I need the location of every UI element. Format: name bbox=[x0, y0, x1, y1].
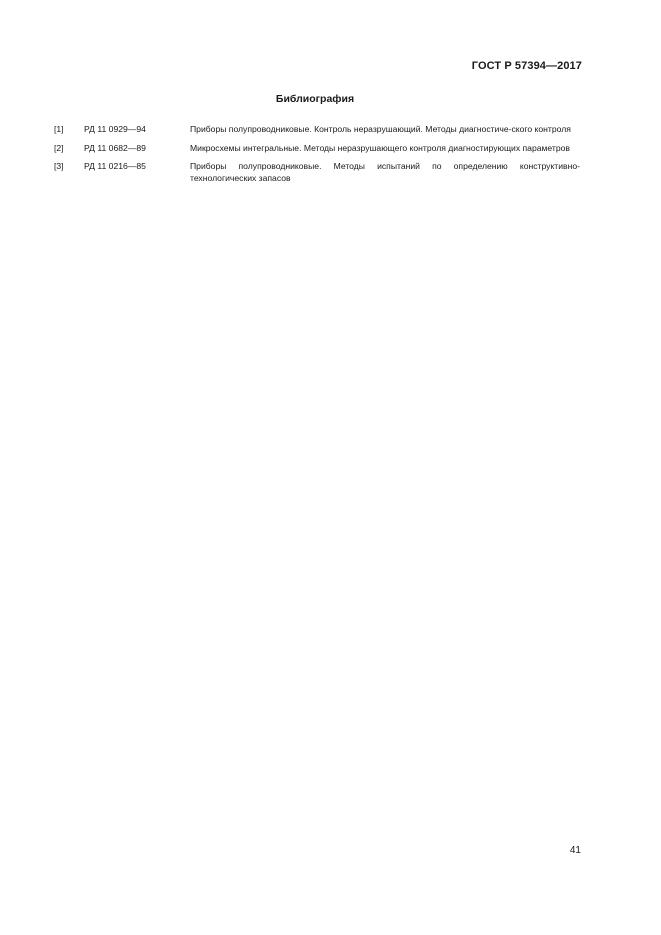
bibliography-list bbox=[54, 124, 580, 191]
entry-number: [3] bbox=[54, 161, 64, 171]
page-number: 41 bbox=[569, 845, 581, 856]
entry-title: Приборы полупроводниковые. Контроль неразрушающий. Методы диагностиче-ского контроля bbox=[190, 124, 571, 134]
bibliography-entry bbox=[54, 161, 580, 184]
entry-number: [1] bbox=[54, 124, 64, 134]
entry-number: [2] bbox=[54, 142, 64, 153]
bibliography-entry bbox=[54, 124, 580, 136]
section-title: Библиография bbox=[275, 93, 355, 105]
entry-code: РД 11 0929—94 bbox=[84, 124, 146, 134]
entry-title: Приборы полупроводниковые. Методы испытаний по определению конструктивно-технологических запасов bbox=[190, 161, 580, 183]
entry-title: Микросхемы интегральные. Методы неразрушающего контроля диагностирующих параметров bbox=[190, 142, 570, 153]
entry-code: РД 11 0216—85 bbox=[84, 161, 146, 171]
bibliography-entry bbox=[54, 143, 580, 155]
entry-code: РД 11 0682—89 bbox=[84, 142, 146, 153]
document-code: ГОСТ Р 57394—2017 bbox=[471, 60, 582, 72]
